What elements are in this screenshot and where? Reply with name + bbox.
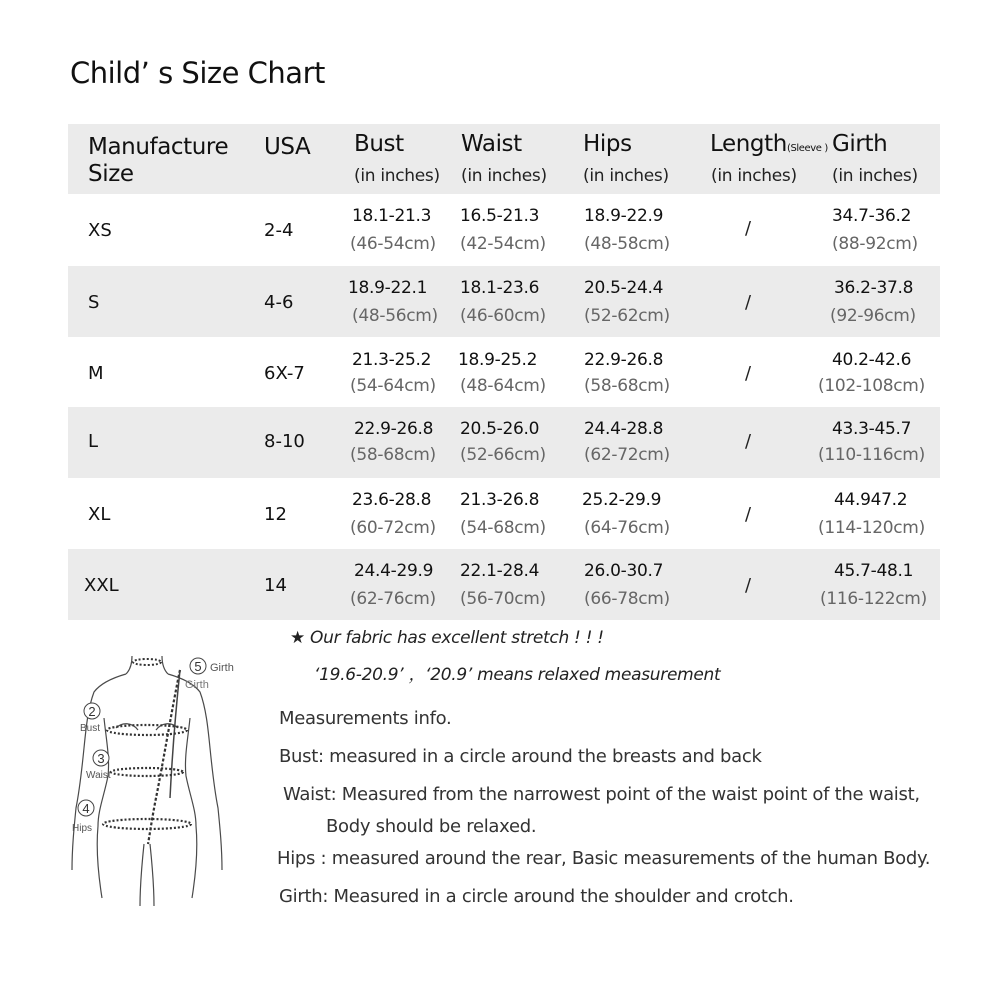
size-cell: L — [88, 431, 99, 452]
length-cell: / — [745, 575, 752, 596]
bust-inches: 24.4-29.9 — [354, 561, 434, 581]
girth-number: 5 — [194, 659, 202, 674]
bust-cm: (46-54cm) — [350, 234, 436, 254]
info-bust: Bust: measured in a circle around the breasts and back — [279, 746, 762, 767]
length-cell: / — [745, 504, 752, 525]
header-girth-unit: (in inches) — [832, 166, 918, 186]
header-size: Size — [88, 161, 134, 187]
girth-inches: 36.2-37.8 — [834, 278, 914, 298]
info-hips: Hips : measured around the rear, Basic measurements of the human Body. — [277, 848, 931, 869]
header-usa: USA — [264, 134, 311, 160]
bust-cm: (62-76cm) — [350, 589, 436, 609]
waist-inches: 21.3-26.8 — [460, 490, 540, 510]
size-cell: S — [88, 292, 100, 313]
girth-label-secondary: Girth — [185, 679, 209, 691]
header-bust: Bust — [354, 131, 404, 157]
length-cell: / — [745, 363, 752, 384]
body-measurement-figure — [68, 648, 248, 916]
hips-inches: 24.4-28.8 — [584, 419, 664, 439]
hips-inches: 18.9-22.9 — [584, 206, 664, 226]
bust-label: Bust — [80, 723, 101, 734]
usa-cell: 2-4 — [264, 220, 294, 241]
girth-inches: 43.3-45.7 — [832, 419, 912, 439]
hips-inches: 26.0-30.7 — [584, 561, 664, 581]
waist-cm: (46-60cm) — [460, 306, 546, 326]
table-row — [68, 266, 940, 337]
hips-ring — [103, 819, 191, 829]
bust-cm: (58-68cm) — [350, 445, 436, 465]
page-title: Child’ s Size Chart — [70, 56, 325, 90]
bust-inches: 22.9-26.8 — [354, 419, 434, 439]
header-bust-unit: (in inches) — [354, 166, 440, 186]
hips-number: 4 — [82, 801, 90, 816]
waist-inches: 18.1-23.6 — [460, 278, 540, 298]
stretch-note: ★ Our fabric has excellent stretch ! ! ! — [290, 628, 604, 648]
usa-cell: 6X-7 — [264, 363, 305, 384]
header-waist-unit: (in inches) — [461, 166, 547, 186]
table-row — [68, 337, 940, 407]
hips-inches: 22.9-26.8 — [584, 350, 664, 370]
bust-inches: 21.3-25.2 — [352, 350, 432, 370]
header-waist: Waist — [461, 131, 522, 157]
info-waist: Waist: Measured from the narrowest point of the waist point of the waist, — [283, 784, 920, 805]
girth-cm: (88-92cm) — [832, 234, 918, 254]
waist-cm: (48-64cm) — [460, 376, 546, 396]
hips-cm: (66-78cm) — [584, 589, 670, 609]
length-cell: / — [745, 431, 752, 452]
header-length — [710, 131, 828, 157]
size-cell: XS — [88, 220, 112, 241]
girth-label: Girth — [210, 662, 234, 674]
usa-cell: 14 — [264, 575, 287, 596]
header-hips: Hips — [583, 131, 632, 157]
girth-line — [148, 670, 180, 844]
waist-inches: 16.5-21.3 — [460, 206, 540, 226]
table-row — [68, 549, 940, 620]
girth-cm: (116-122cm) — [820, 589, 927, 609]
relaxed-note: ‘19.6-20.9’ ，‘20.9’ means relaxed measurement — [314, 665, 721, 685]
hips-cm: (58-68cm) — [584, 376, 670, 396]
usa-cell: 12 — [264, 504, 287, 525]
waist-cm: (42-54cm) — [460, 234, 546, 254]
neck-ring — [133, 659, 161, 665]
waist-inches: 20.5-26.0 — [460, 419, 540, 439]
girth-cm: (92-96cm) — [830, 306, 916, 326]
waist-number: 3 — [97, 751, 105, 766]
girth-inches: 40.2-42.6 — [832, 350, 912, 370]
header-length-unit: (in inches) — [711, 166, 797, 186]
girth-inches: 44.947.2 — [834, 490, 908, 510]
waist-inches: 18.9-25.2 — [458, 350, 538, 370]
bust-inches: 18.9-22.1 — [348, 278, 428, 298]
bust-inches: 23.6-28.8 — [352, 490, 432, 510]
info-girth: Girth: Measured in a circle around the shoulder and crotch. — [279, 886, 794, 907]
size-cell: XL — [88, 504, 111, 525]
info-waist-cont: Body should be relaxed. — [326, 816, 537, 837]
hips-inches: 20.5-24.4 — [584, 278, 664, 298]
header-length-sub: (Sleeve ) — [786, 143, 828, 154]
girth-inches: 34.7-36.2 — [832, 206, 912, 226]
info-heading: Measurements info. — [279, 708, 452, 729]
hips-cm: (62-72cm) — [584, 445, 670, 465]
header-girth: Girth — [832, 131, 888, 157]
waist-inches: 22.1-28.4 — [460, 561, 540, 581]
bust-cm: (60-72cm) — [350, 518, 436, 538]
hips-label: Hips — [72, 823, 93, 834]
table-row — [68, 478, 940, 549]
size-cell: M — [88, 363, 104, 384]
table-row — [68, 194, 940, 266]
girth-inches: 45.7-48.1 — [834, 561, 914, 581]
usa-cell: 4-6 — [264, 292, 294, 313]
hips-cm: (52-62cm) — [584, 306, 670, 326]
usa-cell: 8-10 — [264, 431, 305, 452]
waist-cm: (54-68cm) — [460, 518, 546, 538]
bust-number: 2 — [88, 704, 96, 719]
size-cell: XXL — [84, 575, 119, 596]
bust-cm: (48-56cm) — [352, 306, 438, 326]
hips-inches: 25.2-29.9 — [582, 490, 662, 510]
bust-inches: 18.1-21.3 — [352, 206, 432, 226]
hips-cm: (64-76cm) — [584, 518, 670, 538]
table-header-row — [68, 124, 940, 194]
length-cell: / — [745, 292, 752, 313]
header-length-label: Length — [710, 131, 787, 157]
waist-label: Waist — [86, 770, 111, 781]
waist-cm: (56-70cm) — [460, 589, 546, 609]
table-row — [68, 407, 940, 478]
hips-cm: (48-58cm) — [584, 234, 670, 254]
header-hips-unit: (in inches) — [583, 166, 669, 186]
body-outline — [72, 656, 222, 906]
girth-cm: (102-108cm) — [818, 376, 925, 396]
length-cell: / — [745, 218, 752, 239]
bust-cm: (54-64cm) — [350, 376, 436, 396]
header-manufacture: Manufacture — [88, 134, 229, 160]
waist-cm: (52-66cm) — [460, 445, 546, 465]
girth-cm: (114-120cm) — [818, 518, 925, 538]
girth-cm: (110-116cm) — [818, 445, 925, 465]
